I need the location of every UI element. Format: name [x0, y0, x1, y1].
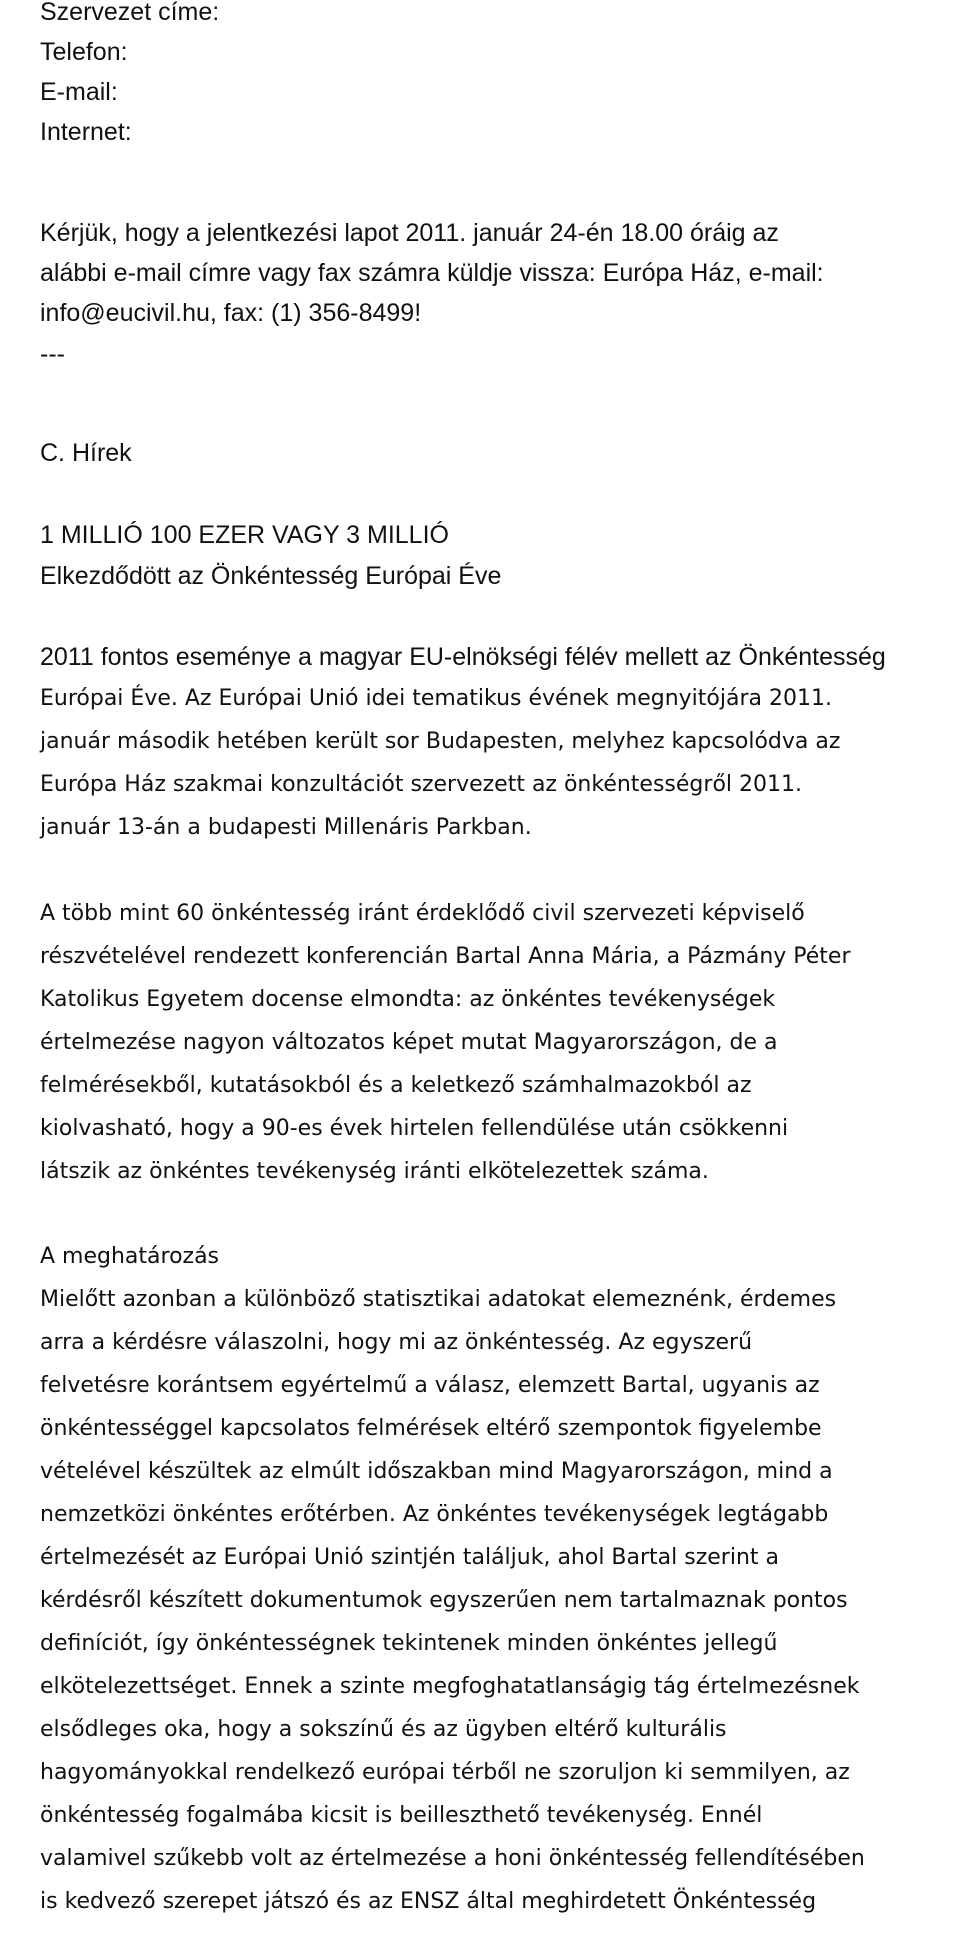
- paragraph-line: arra a kérdésre válaszolni, hogy mi az önkéntesség. Az egyszerű: [40, 1330, 753, 1355]
- paragraph-line: is kedvező szerepet játszó és az ENSZ által meghirdetett Önkéntesség: [40, 1889, 817, 1914]
- notice-line: alábbi e-mail címre vagy fax számra küldje vissza: Európa Ház, e-mail:: [40, 259, 824, 287]
- paragraph-line: vételével készültek az elmúlt időszakban mind Magyarországon, mind a: [40, 1459, 833, 1484]
- paragraph-line: definíciót, így önkéntességnek tekintenek minden önkéntes jellegű: [40, 1631, 778, 1656]
- paragraph-line: kiolvasható, hogy a 90-es évek hirtelen fellendülése után csökkenni: [40, 1116, 789, 1141]
- paragraph-line: értelmezését az Európai Unió szintjén találjuk, ahol Bartal szerint a: [40, 1545, 780, 1570]
- paragraph-line: elsődleges oka, hogy a sokszínű és az ügyben eltérő kulturális: [40, 1717, 727, 1742]
- paragraph-line: kérdésről készített dokumentumok egyszerűen nem tartalmaznak pontos: [40, 1588, 848, 1613]
- paragraph-line: felmérésekből, kutatásokból és a keletkező számhalmazokból az: [40, 1073, 752, 1098]
- paragraph-line: A több mint 60 önkéntesség iránt érdeklődő civil szervezeti képviselő: [40, 901, 805, 926]
- paragraph-line: 2011 fontos eseménye a magyar EU-elnökségi félév mellett az Önkéntesség: [40, 643, 886, 671]
- paragraph-line: Európai Éve. Az Európai Unió idei tematikus évének megnyitójára 2011.: [40, 686, 832, 711]
- paragraph-line: önkéntességgel kapcsolatos felmérések eltérő szempontok figyelembe: [40, 1416, 822, 1441]
- paragraph-line: január második hetében került sor Budapesten, melyhez kapcsolódva az: [40, 729, 841, 754]
- organization-address-label: Szervezet címe:: [40, 0, 220, 26]
- paragraph-line: Mielőtt azonban a különböző statisztikai adatokat elemeznénk, érdemes: [40, 1287, 837, 1312]
- notice-line: info@eucivil.hu, fax: (1) 356-8499!: [40, 299, 422, 327]
- internet-label: Internet:: [40, 118, 132, 146]
- paragraph-line: nemzetközi önkéntes erőtérben. Az önkéntes tevékenységek legtágabb: [40, 1502, 829, 1527]
- paragraph-line: Katolikus Egyetem docense elmondta: az önkéntes tevékenységek: [40, 987, 776, 1012]
- paragraph-line: részvételével rendezett konferencián Bartal Anna Mária, a Pázmány Péter: [40, 944, 851, 969]
- notice-line: Kérjük, hogy a jelentkezési lapot 2011. január 24-én 18.00 óráig az: [40, 219, 779, 247]
- paragraph-line: elkötelezettséget. Ennek a szinte megfoghatatlanságig tág értelmezésnek: [40, 1674, 860, 1699]
- paragraph-line: látszik az önkéntes tevékenység iránti elkötelezettek száma.: [40, 1159, 709, 1184]
- paragraph-line: felvetésre korántsem egyértelmű a válasz, elemzett Bartal, ugyanis az: [40, 1373, 820, 1398]
- paragraph-line: valamivel szűkebb volt az értelmezése a honi önkéntesség fellendítésében: [40, 1846, 865, 1871]
- paragraph-line: január 13-án a budapesti Millenáris Parkban.: [40, 815, 532, 840]
- separator: ---: [40, 340, 65, 368]
- definition-title: A meghatározás: [40, 1244, 220, 1269]
- email-label: E-mail:: [40, 78, 118, 106]
- phone-label: Telefon:: [40, 38, 128, 66]
- paragraph-line: Európa Ház szakmai konzultációt szervezett az önkéntességről 2011.: [40, 772, 802, 797]
- subheadline: Elkezdődött az Önkéntesség Európai Éve: [40, 562, 502, 590]
- paragraph-line: értelmezése nagyon változatos képet mutat Magyarországon, de a: [40, 1030, 778, 1055]
- headline: 1 MILLIÓ 100 EZER VAGY 3 MILLIÓ: [40, 521, 449, 549]
- section-title: C. Hírek: [40, 439, 132, 467]
- paragraph-line: önkéntesség fogalmába kicsit is beilleszthető tevékenység. Ennél: [40, 1803, 763, 1828]
- paragraph-line: hagyományokkal rendelkező európai térből ne szoruljon ki semmilyen, az: [40, 1760, 850, 1785]
